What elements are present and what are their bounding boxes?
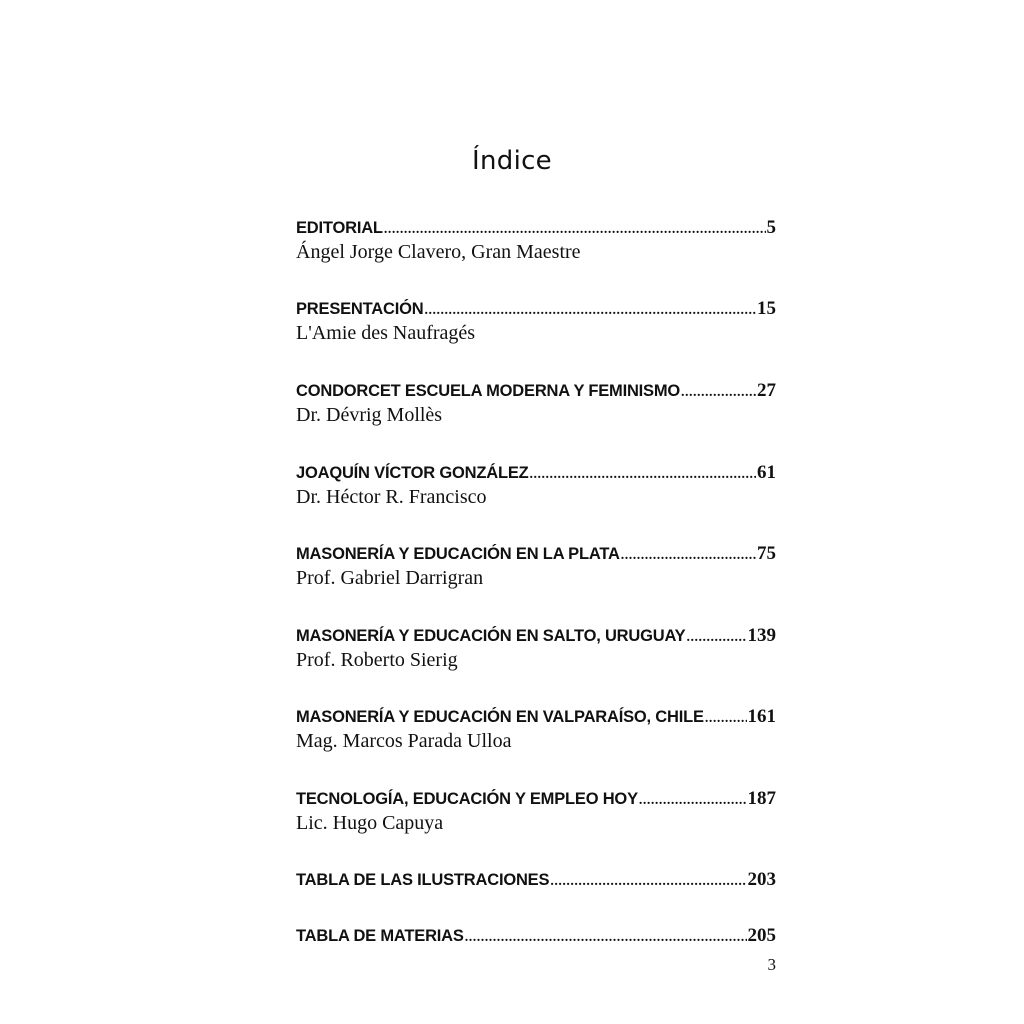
toc-entry-page: 75 <box>757 543 776 564</box>
dot-leader <box>530 464 756 484</box>
toc-entry-line <box>296 706 776 728</box>
toc-entry-page: 203 <box>747 869 776 890</box>
toc-entry-editorial <box>296 217 776 265</box>
toc-entry-author: Lic. Hugo Capuya <box>296 812 444 834</box>
toc-entry-page: 61 <box>757 462 776 483</box>
toc-entry-line <box>296 869 776 891</box>
dot-leader <box>465 927 747 947</box>
dot-leader <box>384 219 766 239</box>
dot-leader <box>705 708 747 728</box>
toc-entry-title: CONDORCET ESCUELA MODERNA Y FEMINISMO <box>296 382 681 400</box>
dot-leader <box>550 871 746 891</box>
toc-entry-page: 15 <box>757 298 776 319</box>
toc-entry-title: MASONERÍA Y EDUCACIÓN EN LA PLATA <box>296 545 620 563</box>
toc-entry-author: Mag. Marcos Parada Ulloa <box>296 730 512 752</box>
toc-entry-author: Prof. Roberto Sierig <box>296 649 458 671</box>
toc-entry-valparaiso-chile <box>296 706 776 754</box>
toc-entry-salto-uruguay <box>296 625 776 673</box>
toc-entry-line <box>296 788 776 810</box>
toc-entry-page: 161 <box>747 706 776 727</box>
toc-entry-title: JOAQUÍN VÍCTOR GONZÁLEZ <box>296 464 529 482</box>
toc-entry-tabla-ilustraciones <box>296 869 776 891</box>
toc-entry-line <box>296 462 776 484</box>
dot-leader <box>639 790 747 810</box>
toc-entry-line <box>296 543 776 565</box>
toc-entry-title: PRESENTACIÓN <box>296 300 424 318</box>
toc-entry-page: 205 <box>747 925 776 946</box>
dot-leader <box>686 627 746 647</box>
toc-entry-author: Ángel Jorge Clavero, Gran Maestre <box>296 241 581 263</box>
toc-entry-title: TECNOLOGÍA, EDUCACIÓN Y EMPLEO HOY <box>296 790 638 808</box>
page-number: 3 <box>767 955 776 974</box>
toc-entry-joaquin-victor-gonzalez <box>296 462 776 510</box>
toc-entry-condorcet <box>296 380 776 428</box>
toc-entry-line <box>296 925 776 947</box>
toc-entry-author: Dr. Dévrig Mollès <box>296 404 443 426</box>
toc-entry-tabla-materias <box>296 925 776 947</box>
toc-entry-title: MASONERÍA Y EDUCACIÓN EN VALPARAÍSO, CHILE <box>296 708 704 726</box>
dot-leader <box>621 545 756 565</box>
toc-entry-page: 5 <box>766 217 776 238</box>
toc-entry-line <box>296 217 776 239</box>
toc-entry-la-plata <box>296 543 776 591</box>
dot-leader <box>424 300 756 320</box>
toc-entry-author: Dr. Héctor R. Francisco <box>296 486 487 508</box>
toc-entry-tecnologia <box>296 788 776 836</box>
toc-entry-presentacion <box>296 298 776 346</box>
toc-entry-title: EDITORIAL <box>296 219 383 237</box>
toc-entry-page: 187 <box>747 788 776 809</box>
toc-entry-author: Prof. Gabriel Darrigran <box>296 567 484 589</box>
toc-entry-page: 27 <box>757 380 776 401</box>
toc-entry-line <box>296 380 776 402</box>
toc-entry-author: L'Amie des Naufragés <box>296 322 476 344</box>
toc-entry-title: TABLA DE MATERIAS <box>296 927 464 945</box>
dot-leader <box>681 382 756 402</box>
toc-entry-title: MASONERÍA Y EDUCACIÓN EN SALTO, URUGUAY <box>296 627 686 645</box>
toc-entry-line <box>296 625 776 647</box>
toc-entry-line <box>296 298 776 320</box>
toc-entry-page: 139 <box>747 625 776 646</box>
toc-entry-title: TABLA DE LAS ILUSTRACIONES <box>296 871 550 889</box>
page-title: Índice <box>472 146 552 176</box>
